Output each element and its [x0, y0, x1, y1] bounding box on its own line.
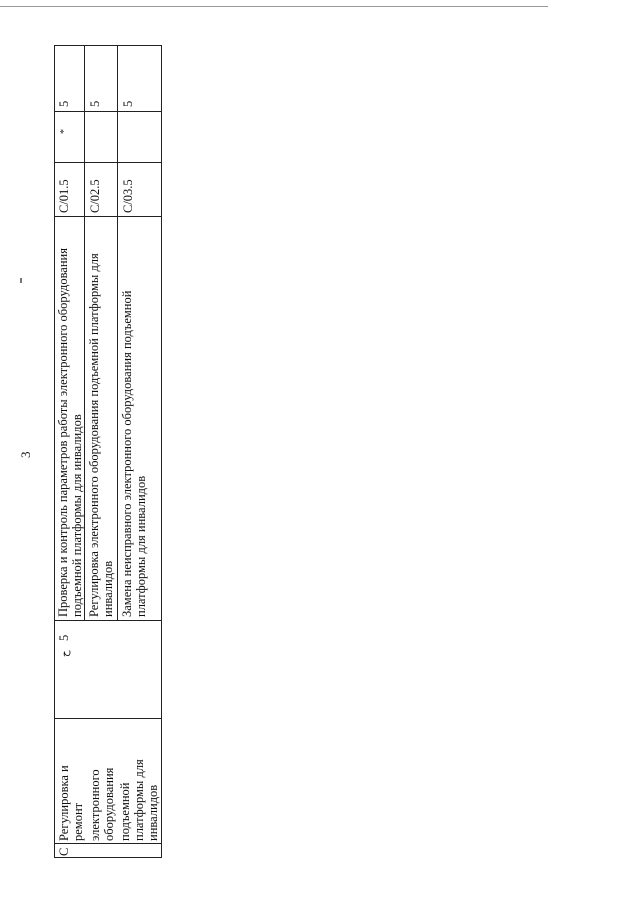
row-divider [84, 46, 85, 621]
task-line: инвалидов [101, 560, 115, 617]
column-divider [55, 620, 161, 621]
page-number: 3 [18, 451, 33, 458]
row-mark: * [59, 129, 70, 134]
task-line: Регулировка электронного оборудования подъемной платформы для [87, 253, 101, 617]
task-level: 5 [57, 100, 71, 107]
task-line: Замена неисправного электронного оборудования подъемной [120, 290, 134, 617]
function-name-line: оборудования [102, 767, 116, 841]
task-code: С/03.5 [121, 179, 135, 213]
function-name-line: платформы для [132, 759, 146, 841]
task-line: Проверка и контроль параметров работы электронного оборудования [56, 248, 70, 617]
column-divider [55, 718, 161, 719]
function-code: C [57, 847, 71, 856]
task-level: 5 [88, 100, 102, 107]
function-name-line: инвалидов [146, 784, 160, 841]
function-name-line: электронного [88, 769, 102, 841]
column-divider [55, 216, 161, 217]
task-code: С/01.5 [57, 179, 71, 213]
task-line: платформы для инвалидов [134, 475, 148, 617]
task-line: подъемной платформы для инвалидов [70, 414, 84, 617]
level-mark: ح [60, 650, 71, 657]
function-name-line: подъемной [118, 782, 132, 841]
column-divider [55, 162, 161, 163]
function-name-line: Регулировка и [57, 765, 71, 841]
work-functions-table [54, 45, 162, 858]
function-level: 5 [57, 634, 71, 641]
task-code: С/02.5 [88, 179, 102, 213]
column-divider [55, 111, 161, 112]
function-name-line: ремонт [71, 802, 85, 841]
task-level: 5 [121, 100, 135, 107]
row-divider [117, 46, 118, 621]
column-divider [55, 843, 161, 844]
